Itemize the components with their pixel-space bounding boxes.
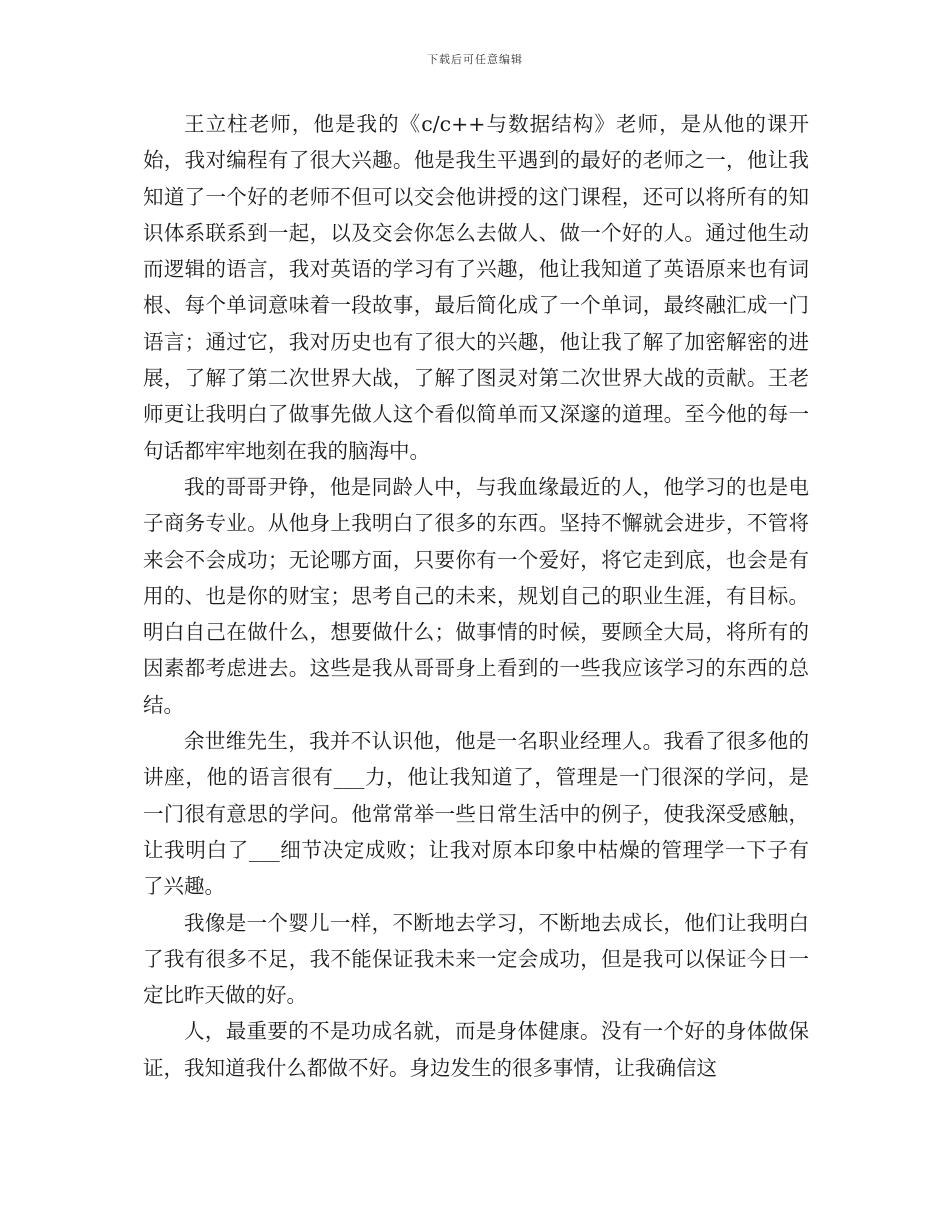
paragraph-health: 人，最重要的不是功成名就，而是身体健康。没有一个好的身体做保证，我知道我什么都做不好。身边发生的很多事情，让我确信这 [143, 1019, 809, 1080]
paragraph-brother: 我的哥哥尹铮，他是同龄人中，与我血缘最近的人，他学习的也是电子商务专业。从他身上我明白了很多的东西。坚持不懈就会进步，不管将来会不会成功；无论哪方面，只要你有一个爱好，将它走到底，也会是有用的、也是你的财宝；思考自己的未来，规划自己的职业生涯，有目标。明白自己在做什么，想要做什么；做事情的时候，要顾全大局，将所有的因素都考虑进去。这些是我从哥哥身上看到的一些我应该学习的东西的总结。 [143, 474, 809, 717]
paragraph-teacher-wang: 王立柱老师，他是我的《c/c++与数据结构》老师，是从他的课开始，我对编程有了很大兴趣。他是我生平遇到的最好的老师之一，他让我知道了一个好的老师不但可以交会他讲授的这门课程，还可以将所有的知识体系联系到一起，以及交会你怎么去做人、做一个好的人。通过他生动而逻辑的语言，我对英语的学习有了兴趣，他让我知道了英语原来也有词根、每个单词意味着一段故事，最后简化成了一个单词，最终融汇成一门语言；通过它，我对历史也有了很大的兴趣，他让我了解了加密解密的进展，了解了第二次世界大战，了解了图灵对第二次世界大战的贡献。王老师更让我明白了做事先做人这个看似简单而又深邃的道理。至今他的每一句话都牢牢地刻在我的脑海中。 [143, 112, 809, 463]
paragraph-yu-shiwei: 余世维先生，我并不认识他，他是一名职业经理人。我看了很多他的讲座，他的语言很有___力，他让我知道了，管理是一门很深的学问，是一门很有意思的学问。他常常举一些日常生活中的例子，使我深受感触，让我明白了___细节决定成败；让我对原本印象中枯燥的管理学一下子有了兴趣。 [143, 729, 809, 899]
paragraph-growth: 我像是一个婴儿一样，不断地去学习，不断地去成长，他们让我明白了我有很多不足，我不能保证我未来一定会成功，但是我可以保证今日一定比昨天做的好。 [143, 910, 809, 1008]
page-header: 下载后可任意编辑 [427, 53, 523, 66]
document-body [143, 106, 809, 1086]
